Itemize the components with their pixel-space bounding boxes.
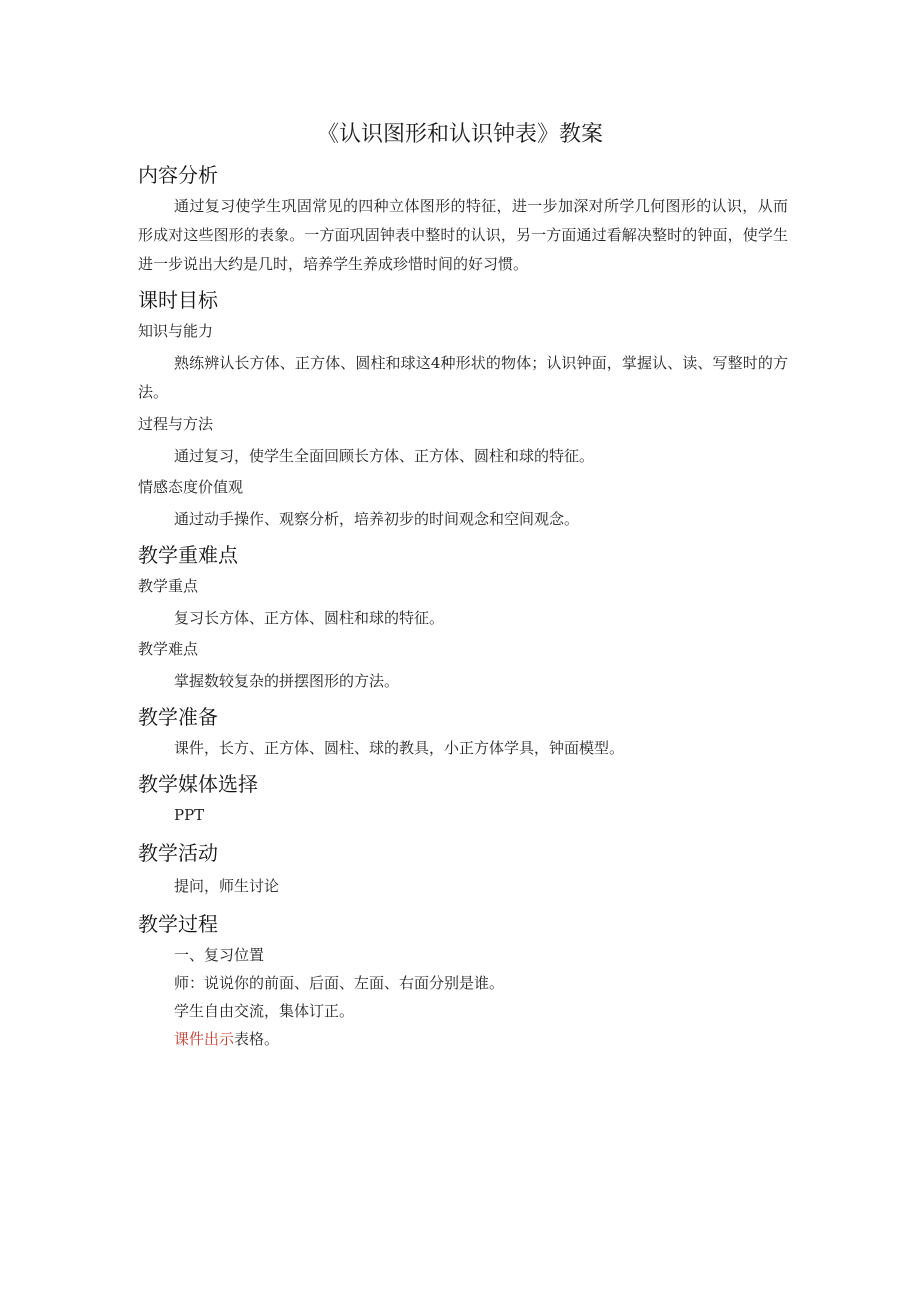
subsection-label: 情感态度价值观 <box>138 478 244 496</box>
section-heading: 教学过程 <box>138 912 218 936</box>
subsection-paragraph: 通过复习，使学生全面回顾长方体、正方体、圆柱和球的特征。 <box>174 447 595 465</box>
document-body <box>138 160 788 1053</box>
subsection-label: 教学重点 <box>138 577 199 595</box>
section-preparation <box>138 702 788 763</box>
subsection-paragraph: 熟练辨认长方体、正方体、圆柱和球这4种形状的物体；认识钟面，掌握认、读、写整时的方法。 <box>138 354 788 401</box>
section-paragraph: PPT <box>174 806 205 824</box>
section-objectives <box>138 285 788 534</box>
subsection-paragraph: 复习长方体、正方体、圆柱和球的特征。 <box>174 609 445 627</box>
subsection-label: 过程与方法 <box>138 415 214 433</box>
process-line <box>138 1025 788 1053</box>
process-line: 一、复习位置 <box>174 946 265 964</box>
section-heading: 课时目标 <box>138 288 218 312</box>
subsection-label: 教学难点 <box>138 640 199 658</box>
process-line: 学生自由交流，集体订正。 <box>174 1002 355 1020</box>
section-heading: 教学重难点 <box>138 543 238 567</box>
section-media <box>138 769 788 830</box>
section-activity <box>138 838 788 901</box>
section-heading: 教学准备 <box>138 705 218 729</box>
subsection-paragraph: 掌握数较复杂的拼摆图形的方法。 <box>174 672 400 690</box>
section-paragraph: 提问，师生讨论 <box>174 877 280 895</box>
section-heading: 教学媒体选择 <box>138 772 258 796</box>
section-paragraph: 通过复习使学生巩固常见的四种立体图形的特征，进一步加深对所学几何图形的认识，从而形成对这些图形的表象。一方面巩固钟表中整时的认识，另一方面通过看解决整时的钟面，使学生进一步说出大约是几时，培养学生养成珍惜时间的好习惯。 <box>138 197 788 273</box>
process-line: 师：说说你的前面、后面、左面、右面分别是谁。 <box>174 974 505 992</box>
section-heading: 内容分析 <box>138 163 218 187</box>
section-process <box>138 909 788 1053</box>
process-line-rest: 表格。 <box>234 1030 280 1048</box>
highlighted-text: 课件出示 <box>174 1030 235 1048</box>
section-content-analysis <box>138 160 788 279</box>
section-heading: 教学活动 <box>138 841 218 865</box>
section-paragraph: 课件，长方、正方体、圆柱、球的教具，小正方体学具，钟面模型。 <box>174 739 625 757</box>
section-key-points <box>138 540 788 696</box>
subsection-label: 知识与能力 <box>138 322 214 340</box>
document-title: 《认识图形和认识钟表》教案 <box>316 122 603 147</box>
subsection-paragraph: 通过动手操作、观察分析，培养初步的时间观念和空间观念。 <box>174 510 580 528</box>
